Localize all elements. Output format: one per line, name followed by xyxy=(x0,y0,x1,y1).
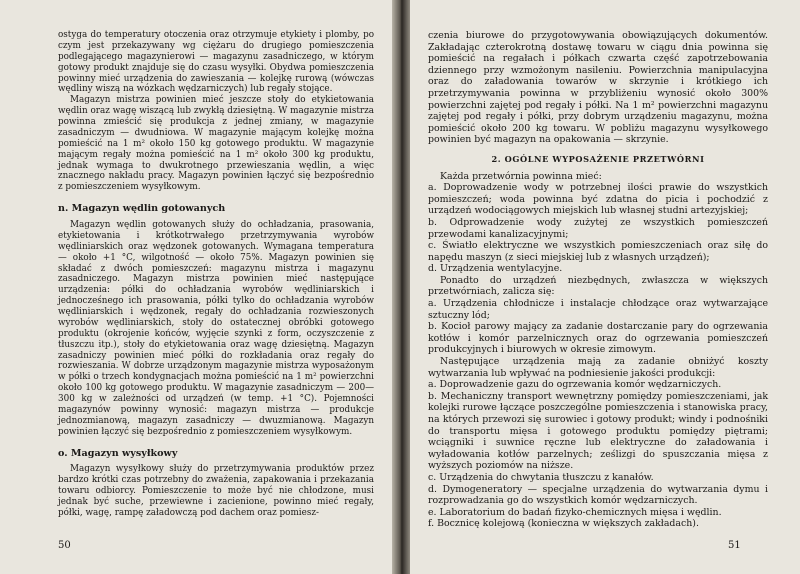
list-item: b. Odprowadzenie wody zużytej ze wszystkich pomieszczeń przewodami kanalizacyjnymi; xyxy=(428,216,768,240)
left-page-text xyxy=(58,30,374,519)
list-item: b. Mechaniczny transport wewnętrzny pomiędzy pomieszczeniami, jak kolejki rurowe łączące poszczególne pomieszczenia i stanowiska pracy, na których przewozi się surowiec i gotowy produkt; windy i podnośniki do transportu mięsa i gotowego produktu pomiędzy piętrami; wciągniki i suwnice ręczne lub elektryczne do załadowania i wyładowania kotłów parzelnych; ześlizgi do spuszczania mięsa z wyższych poziomów na niższe. xyxy=(428,390,768,472)
section-heading-n: n. Magazyn wędlin gotowanych xyxy=(58,203,226,215)
list-item: e. Laboratorium do badań fizyko-chemicznych mięsa i wędlin. xyxy=(428,506,722,518)
list-item: d. Urządzenia wentylacyjne. xyxy=(428,263,563,275)
paragraph: Następujące urządzenia mają za zadanie obniżyć koszty wytwarzania lub wpływać na podniesienie jakości produkcji: xyxy=(428,356,768,379)
left-page xyxy=(0,0,392,574)
list-item: d. Dymogeneratory — specjalne urządzenia do wytwarzania dymu i rozprowadzania go do wszystkich komór wędzarniczych. xyxy=(428,483,768,507)
list-item: a. Doprowadzenie gazu do ogrzewania komór wędzarniczych. xyxy=(428,379,722,391)
right-page xyxy=(410,0,800,574)
chapter-heading: 2. OGÓLNE WYPOSAŻENIE PRZETWÓRNI xyxy=(491,153,705,164)
page-number: 50 xyxy=(58,540,71,551)
book-gutter xyxy=(392,0,410,574)
right-page-text xyxy=(428,30,768,530)
paragraph: Każda przetwórnia powinna mieć: xyxy=(440,170,602,182)
list-item: f. Bocznicę kolejową (konieczna w większych zakładach). xyxy=(428,518,699,530)
paragraph: Magazyn mistrza powinien mieć jeszcze stoły do etykietowania wędlin oraz wagę wiszącą lub zwykłą dziesiętną. W magazynie mistrza powinna zmieścić się produkcja z jednej zmiany, w magazynie zasadniczym — dwudniowa. W magazynie mającym kolejkę można pomieścić na 1 m² około 150 kg gotowego produktu. W magazynie mającym regały można pomieścić na 1 m² około 300 kg produktu, jednak wymaga to dwukrotnego przewieszania wędlin, a więc znacznego nakładu pracy. Magazyn powinien łączyć się bezpośrednio z pomieszczeniem wysyłkowym. xyxy=(58,95,374,193)
paragraph: czenia biurowe do przygotowywania obowiązujących dokumentów. Zakładając czterokrotną dostawę towaru w ciągu dnia powinna się pomieścić na regałach i półkach czwarta część zapotrzebowania dziennego przy wzmożonym nasileniu. Powierzchnia manipulacyjna oraz do załadowania towarów w skrzynie i krótkiego ich przetrzymywania powinna w przybliżeniu wynosić około 300% powierzchni zajętej pod regały i półki. Na 1 m² powierzchni magazynu zajętej pod regały i półki, przy dobrym urządzeniu magazynu, można pomieścić około 200 kg towaru. W pobliżu magazynu wysyłkowego powinien być magazyn na opakowania — skrzynie. xyxy=(428,30,768,146)
section-heading-o: o. Magazyn wysyłkowy xyxy=(58,447,178,459)
paragraph: Magazyn wędlin gotowanych służy do ochładzania, prasowania, etykietowania i krótkotrwałego przetrzymywania wyrobów wędliniarskich oraz wędzonek gotowanych. Wymagana temperatura — około +1 °C, wilgotność — około 75%. Magazyn powinien się składać z dwóch pomieszczeń: magazynu mistrza i magazynu zasadniczego. Magazyn mistrza powinien mieć następujące urządzenia: półki do ochładzania wyrobów wędliniarskich i jednocześnego ich prasowania, półki tylko do ochładzania wyrobów wędliniarskich i wędzonek, regały do ochładzania rozwieszonych wyrobów wędliniarskich, stoły do ostatecznej obróbki gotowego produktu (okrojenie końców, wyjęcie szynki z form, oczyszczenie z tłuszczu itp.), stoły do etykietowania oraz wagę dziesiętną. Magazyn zasadniczy powinien mieć półki do rozkładania oraz regały do rozwieszania. W dobrze urządzonym magazynie mistrza wyposażonym w półki o trzech kondygnacjach można pomieścić na 1 m² powierzchni około 100 kg gotowego produktu. W magazynie zasadniczym — 200—300 kg w zależności od urządzeń (w temp. +1 °C). Pojemności magazynów powinny wynosić: magazyn mistrza — produkcje jednozmianową, magazyn zasadniczy — dwuzmianową. Magazyn powinien łączyć się bezpośrednio z pomieszczeniem wysyłkowym. xyxy=(58,220,374,437)
list-item: a. Doprowadzenie wody w potrzebnej ilości prawie do wszystkich pomieszczeń; woda powinna być zdatna do picia i pochodzić z urządzeń wodociągowych miejskich lub własnej studni artezyjskiej; xyxy=(428,182,768,217)
list-item: a. Urządzenia chłodnicze i instalacje chłodzące oraz wytwarzające sztuczny lód; xyxy=(428,298,768,321)
paragraph: ostyga do temperatury otoczenia oraz otrzymuje etykiety i plomby, po czym jest przekazywany wg ciężaru do drugiego pomieszczenia podlegającego magazynierowi — magazynu zasadniczego, w którym gotowy produkt znajduje się do czasu wysyłki. Obydwa pomieszczenia powinny mieć urządzenia do zawieszania — kolejkę rurową (wówczas wędliny wiszą na wózkach wędzarniczych) lub regały stojące. xyxy=(58,30,374,95)
paragraph: Ponadto do urządzeń niezbędnych, zwłaszcza w większych przetwórniach, zalicza się: xyxy=(428,274,768,298)
list-item: c. Światło elektryczne we wszystkich pomieszczeniach oraz siłę do napędu maszyn (z sieci miejskiej lub z własnych urządzeń); xyxy=(428,240,768,263)
list-item: b. Kocioł parowy mający za zadanie dostarczanie pary do ogrzewania kotłów i komór parzelnicznych oraz do ogrzewania pomieszczeń produkcyjnych i biurowych w okresie zimowym. xyxy=(428,321,768,356)
list-item: c. Urządzenia do chwytania tłuszczu z kanałów. xyxy=(428,471,654,483)
paragraph: Magazyn wysyłkowy służy do przetrzymywania produktów przez bardzo krótki czas potrzebny do zważenia, zapakowania i przekazania towaru odbiorcy. Pomieszczenie to może być nie chłodzone, musi jednak być suche, przewiewne i zacienione, powinno mieć regały, półki, wagę, rampę załadowczą pod dachem oraz pomiesz- xyxy=(58,464,374,518)
page-number: 51 xyxy=(728,540,741,551)
